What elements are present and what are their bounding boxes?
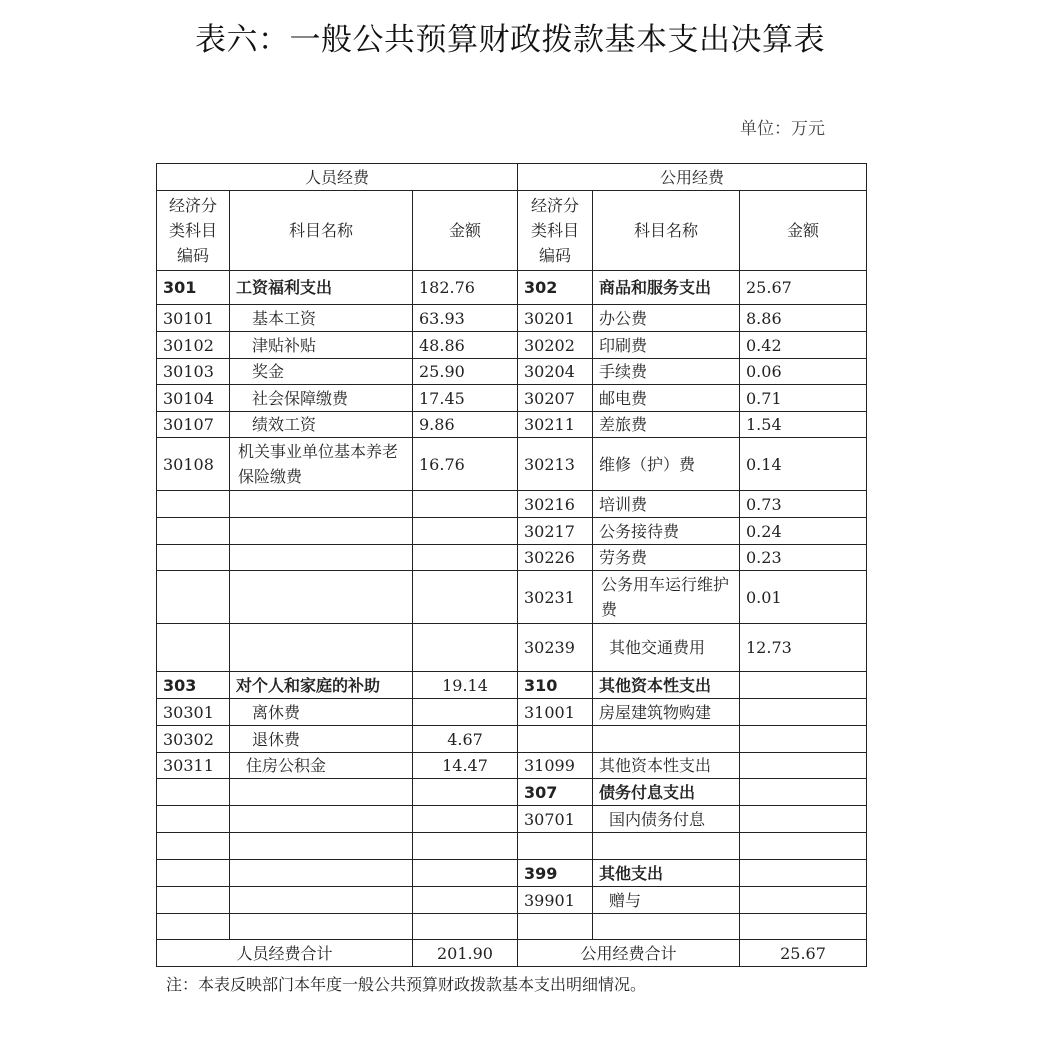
right-code-cell: 30213 (518, 438, 593, 491)
public-total-label: 公用经费合计 (518, 940, 740, 967)
table-row (157, 305, 867, 332)
left-code-cell (157, 779, 230, 806)
left-code-cell (157, 624, 230, 672)
table-row (157, 914, 867, 940)
left-code-cell: 303 (157, 672, 230, 699)
table-row (157, 833, 867, 860)
left-name-cell (230, 571, 413, 624)
left-name-cell: 对个人和家庭的补助 (230, 672, 413, 699)
right-name-cell: 培训费 (593, 491, 740, 518)
left-code-cell (157, 806, 230, 833)
right-code-cell: 30701 (518, 806, 593, 833)
right-amount-cell: 0.01 (740, 571, 867, 624)
left-amount-cell (413, 545, 518, 571)
footnote: 注：本表反映部门本年度一般公共预算财政拨款基本支出明细情况。 (166, 975, 647, 994)
table-row (157, 385, 867, 412)
right-code-cell (518, 914, 593, 940)
right-code-cell: 307 (518, 779, 593, 806)
left-amount-cell (413, 518, 518, 545)
right-name-cell: 赠与 (593, 887, 740, 914)
left-name-cell (230, 860, 413, 887)
code-header-line: 编码 (176, 246, 209, 265)
right-name-cell: 房屋建筑物购建 (593, 699, 740, 726)
right-name-cell: 维修（护）费 (593, 438, 740, 491)
right-name-cell: 商品和服务支出 (593, 271, 740, 305)
table-row (157, 887, 867, 914)
table-row (157, 491, 867, 518)
table-row (157, 753, 867, 779)
right-amount-cell (740, 726, 867, 753)
left-amount-cell (413, 833, 518, 860)
right-name-cell: 劳务费 (593, 545, 740, 571)
left-amount-cell (413, 779, 518, 806)
public-header: 公用经费 (518, 164, 867, 191)
right-name-cell: 其他交通费用 (593, 624, 740, 672)
left-name-cell: 津贴补贴 (230, 332, 413, 359)
left-amount-cell (413, 571, 518, 624)
left-amount-cell (413, 699, 518, 726)
right-amount-cell (740, 833, 867, 860)
right-code-cell: 30239 (518, 624, 593, 672)
left-name-cell (230, 914, 413, 940)
right-amount-cell: 1.54 (740, 412, 867, 438)
right-amount-cell: 0.24 (740, 518, 867, 545)
left-amount-cell: 48.86 (413, 332, 518, 359)
right-code-cell (518, 726, 593, 753)
right-code-cell: 30231 (518, 571, 593, 624)
code-header-line: 经济分 (168, 196, 217, 215)
right-amount-cell: 0.71 (740, 385, 867, 412)
left-name-cell (230, 887, 413, 914)
table-row (157, 672, 867, 699)
code-header-line: 类科目 (168, 221, 217, 240)
left-amount-cell (413, 624, 518, 672)
right-code-cell: 30226 (518, 545, 593, 571)
left-code-cell: 30104 (157, 385, 230, 412)
left-name-cell: 退休费 (230, 726, 413, 753)
table-row (157, 545, 867, 571)
right-amount-cell (740, 860, 867, 887)
right-amount-header: 金额 (740, 191, 867, 271)
left-code-header (157, 191, 230, 271)
right-amount-cell: 0.42 (740, 332, 867, 359)
left-amount-header: 金额 (413, 191, 518, 271)
totals-row (157, 940, 867, 967)
left-code-cell (157, 518, 230, 545)
left-name-cell (230, 545, 413, 571)
right-name-cell: 债务付息支出 (593, 779, 740, 806)
left-amount-cell: 19.14 (413, 672, 518, 699)
right-name-cell: 其他资本性支出 (593, 672, 740, 699)
left-code-cell (157, 545, 230, 571)
left-amount-cell (413, 860, 518, 887)
left-code-cell (157, 860, 230, 887)
left-amount-cell: 14.47 (413, 753, 518, 779)
left-code-cell: 30302 (157, 726, 230, 753)
left-name-cell (230, 779, 413, 806)
right-name-cell: 其他资本性支出 (593, 753, 740, 779)
table-row (157, 271, 867, 305)
right-name-cell: 其他支出 (593, 860, 740, 887)
left-name-cell: 离休费 (230, 699, 413, 726)
right-code-cell: 30204 (518, 359, 593, 385)
left-code-cell: 30311 (157, 753, 230, 779)
table-row (157, 726, 867, 753)
left-name-cell: 绩效工资 (230, 412, 413, 438)
right-amount-cell: 0.06 (740, 359, 867, 385)
right-name-cell: 办公费 (593, 305, 740, 332)
left-code-cell: 30101 (157, 305, 230, 332)
left-code-cell: 30107 (157, 412, 230, 438)
left-code-cell: 30108 (157, 438, 230, 491)
right-amount-cell: 0.14 (740, 438, 867, 491)
right-amount-cell (740, 672, 867, 699)
right-code-cell: 310 (518, 672, 593, 699)
left-name-cell (230, 491, 413, 518)
right-code-cell: 30202 (518, 332, 593, 359)
table-row (157, 806, 867, 833)
left-amount-cell: 182.76 (413, 271, 518, 305)
right-name-cell: 差旅费 (593, 412, 740, 438)
table-row (157, 518, 867, 545)
code-header-line: 编码 (538, 246, 571, 265)
left-code-cell: 30102 (157, 332, 230, 359)
right-amount-cell: 0.73 (740, 491, 867, 518)
right-amount-cell: 12.73 (740, 624, 867, 672)
right-code-cell (518, 833, 593, 860)
right-amount-cell: 25.67 (740, 271, 867, 305)
left-amount-cell: 4.67 (413, 726, 518, 753)
right-code-cell: 30217 (518, 518, 593, 545)
right-code-cell: 302 (518, 271, 593, 305)
right-amount-cell (740, 806, 867, 833)
right-amount-cell (740, 914, 867, 940)
right-amount-cell (740, 699, 867, 726)
left-name-cell: 奖金 (230, 359, 413, 385)
left-amount-cell: 17.45 (413, 385, 518, 412)
right-code-cell: 30211 (518, 412, 593, 438)
left-code-cell (157, 491, 230, 518)
table-row (157, 860, 867, 887)
unit-label: 单位：万元 (740, 119, 825, 139)
left-amount-cell (413, 887, 518, 914)
left-amount-cell: 16.76 (413, 438, 518, 491)
right-amount-cell (740, 753, 867, 779)
right-code-cell: 31099 (518, 753, 593, 779)
left-amount-cell: 9.86 (413, 412, 518, 438)
right-name-cell (593, 726, 740, 753)
left-name-cell (230, 518, 413, 545)
right-name-cell: 公务接待费 (593, 518, 740, 545)
left-amount-cell: 25.90 (413, 359, 518, 385)
code-header-line: 类科目 (530, 221, 579, 240)
right-code-cell: 30201 (518, 305, 593, 332)
table-row (157, 332, 867, 359)
left-amount-cell (413, 806, 518, 833)
table-row (157, 412, 867, 438)
left-code-cell (157, 571, 230, 624)
right-code-cell: 30207 (518, 385, 593, 412)
table-row (157, 571, 867, 624)
right-code-cell: 39901 (518, 887, 593, 914)
table-row (157, 359, 867, 385)
right-name-header: 科目名称 (593, 191, 740, 271)
left-name-cell: 社会保障缴费 (230, 385, 413, 412)
table-row (157, 438, 867, 491)
left-code-cell: 301 (157, 271, 230, 305)
left-name-cell: 工资福利支出 (230, 271, 413, 305)
left-name-cell (230, 806, 413, 833)
page-title: 表六：一般公共预算财政拨款基本支出决算表 (195, 22, 825, 58)
right-amount-cell (740, 779, 867, 806)
left-name-cell (230, 833, 413, 860)
left-name-header: 科目名称 (230, 191, 413, 271)
personnel-header: 人员经费 (157, 164, 518, 191)
right-name-cell (593, 833, 740, 860)
code-header-line: 经济分 (530, 196, 579, 215)
left-name-cell (230, 624, 413, 672)
left-code-cell (157, 914, 230, 940)
right-amount-cell (740, 887, 867, 914)
right-name-cell: 国内债务付息 (593, 806, 740, 833)
right-code-cell: 31001 (518, 699, 593, 726)
right-name-cell (593, 914, 740, 940)
right-name-cell: 手续费 (593, 359, 740, 385)
left-code-cell (157, 833, 230, 860)
right-name-cell: 公务用车运行维护费 (593, 571, 740, 624)
left-name-cell: 机关事业单位基本养老保险缴费 (230, 438, 413, 491)
expenditure-table (156, 163, 867, 967)
left-amount-cell (413, 914, 518, 940)
right-amount-cell: 8.86 (740, 305, 867, 332)
table-row (157, 624, 867, 672)
left-name-cell: 基本工资 (230, 305, 413, 332)
right-code-header (518, 191, 593, 271)
left-code-cell: 30103 (157, 359, 230, 385)
left-amount-cell: 63.93 (413, 305, 518, 332)
table-row (157, 779, 867, 806)
right-amount-cell: 0.23 (740, 545, 867, 571)
right-code-cell: 399 (518, 860, 593, 887)
left-code-cell (157, 887, 230, 914)
left-amount-cell (413, 491, 518, 518)
right-name-cell: 印刷费 (593, 332, 740, 359)
right-code-cell: 30216 (518, 491, 593, 518)
table-row (157, 699, 867, 726)
personnel-total-amount: 201.90 (413, 940, 518, 967)
right-name-cell: 邮电费 (593, 385, 740, 412)
left-code-cell: 30301 (157, 699, 230, 726)
public-total-amount: 25.67 (740, 940, 867, 967)
left-name-cell: 住房公积金 (230, 753, 413, 779)
personnel-total-label: 人员经费合计 (157, 940, 413, 967)
